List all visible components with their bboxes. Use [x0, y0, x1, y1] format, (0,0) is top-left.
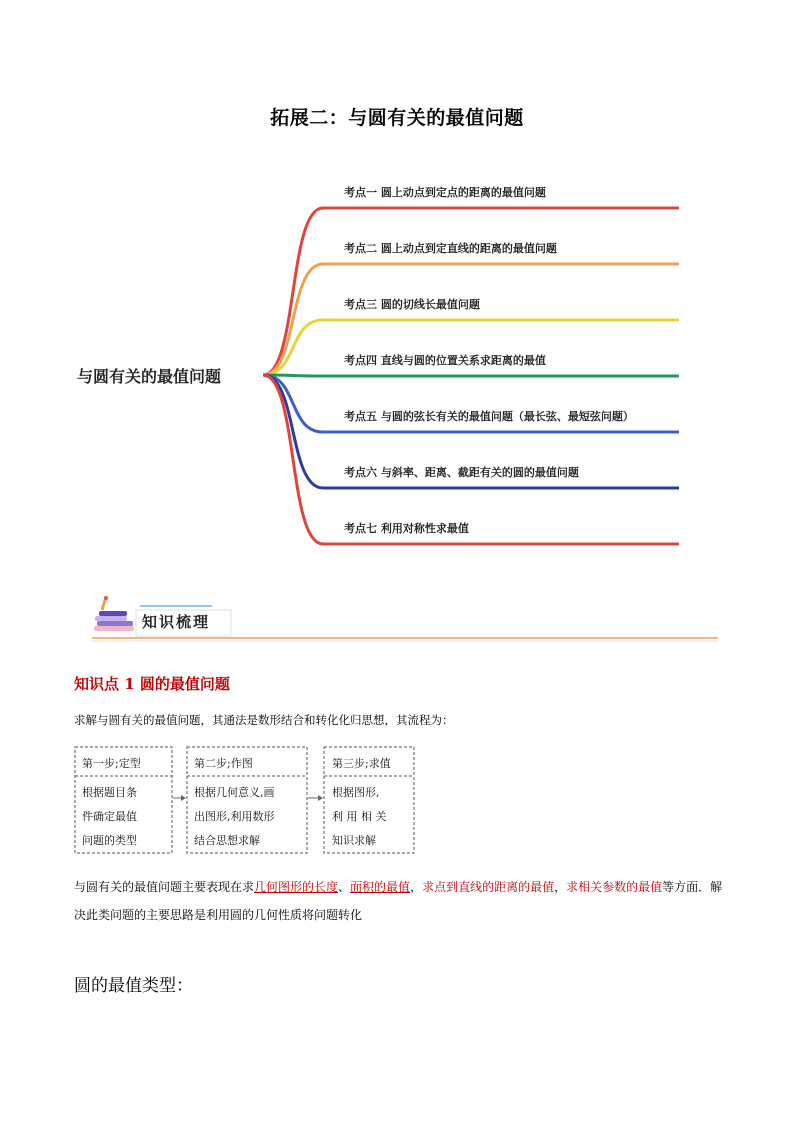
mindmap-branch-label: 考点七 利用对称性求最值 [344, 522, 469, 535]
mindmap-branch-label: 考点三 圆的切线长最值问题 [344, 298, 480, 311]
flow-step-title: 第一步;定型 [82, 757, 141, 770]
flow-step-text: 利 用 相 关 [332, 810, 387, 823]
paragraph-sep: 、 [338, 880, 351, 894]
knowledge-point-title: 知识点 1 圆的最值问题 [74, 675, 230, 693]
flow-step-text: 根据图形, [332, 786, 380, 799]
arrow-head-icon [181, 795, 186, 801]
mindmap-branch-label: 考点五 与圆的弦长有关的最值问题（最长弦、最短弦问题） [344, 410, 634, 423]
flow-step-text: 问题的类型 [82, 834, 137, 847]
mindmap-branch-label: 考点六 与斜率、距离、截距有关的圆的最值问题 [344, 466, 579, 479]
intro-text: 求解与圆有关的最值问题，其通法是数形结合和转化化归思想，其流程为： [74, 713, 454, 727]
flow-step-text: 根据题目条 [82, 786, 137, 799]
mindmap-branch-line [263, 375, 679, 544]
paragraph-text: 等方面．解决此类问题的主要思路是利用圆的几何性质将问题转化 [74, 880, 723, 922]
mindmap-branch-label: 考点四 直线与圆的位置关系求距离的最值 [344, 354, 546, 367]
paragraph-sep: ， [554, 880, 567, 894]
highlight-area: 面积的最值 [350, 880, 411, 894]
flow-step-title: 第二步;作图 [194, 757, 253, 770]
highlight-distance: 求点到直线的距离的最值 [422, 880, 555, 894]
flow-step-text: 件确定最值 [82, 810, 137, 823]
flow-diagram [74, 746, 434, 856]
flow-step-text: 结合思想求解 [194, 834, 260, 847]
page-title: 拓展二：与圆有关的最值问题 [270, 107, 524, 129]
highlight-length: 几何图形的长度 [254, 880, 339, 894]
mindmap-root: 与圆有关的最值问题 [77, 367, 222, 386]
mind-map [0, 175, 794, 565]
mindmap-branch-line [263, 375, 679, 432]
mindmap-branch-line [263, 375, 679, 376]
arrow-head-icon [318, 795, 323, 801]
flow-step-title: 第三步;求值 [332, 757, 391, 770]
highlight-parameter: 求相关参数的最值 [566, 880, 663, 894]
flow-step-text: 知识求解 [332, 834, 376, 847]
book-stack-icon [94, 596, 134, 631]
mindmap-branch-label: 考点二 圆上动点到定直线的距离的最值问题 [344, 242, 557, 255]
paragraph-text: 与圆有关的最值问题主要表现在求 [74, 880, 255, 894]
summary-paragraph [74, 873, 724, 929]
mindmap-branch-label: 考点一 圆上动点到定点的距离的最值问题 [344, 186, 546, 199]
paragraph-sep: ， [410, 880, 423, 894]
flow-step-text: 根据几何意义,画 [194, 786, 275, 799]
section-heading: 圆的最值类型： [74, 976, 193, 996]
banner-title: 知识梳理 [142, 613, 211, 631]
flow-step-text: 出图形,利用数形 [194, 810, 275, 823]
mindmap-branch-line [263, 208, 679, 375]
